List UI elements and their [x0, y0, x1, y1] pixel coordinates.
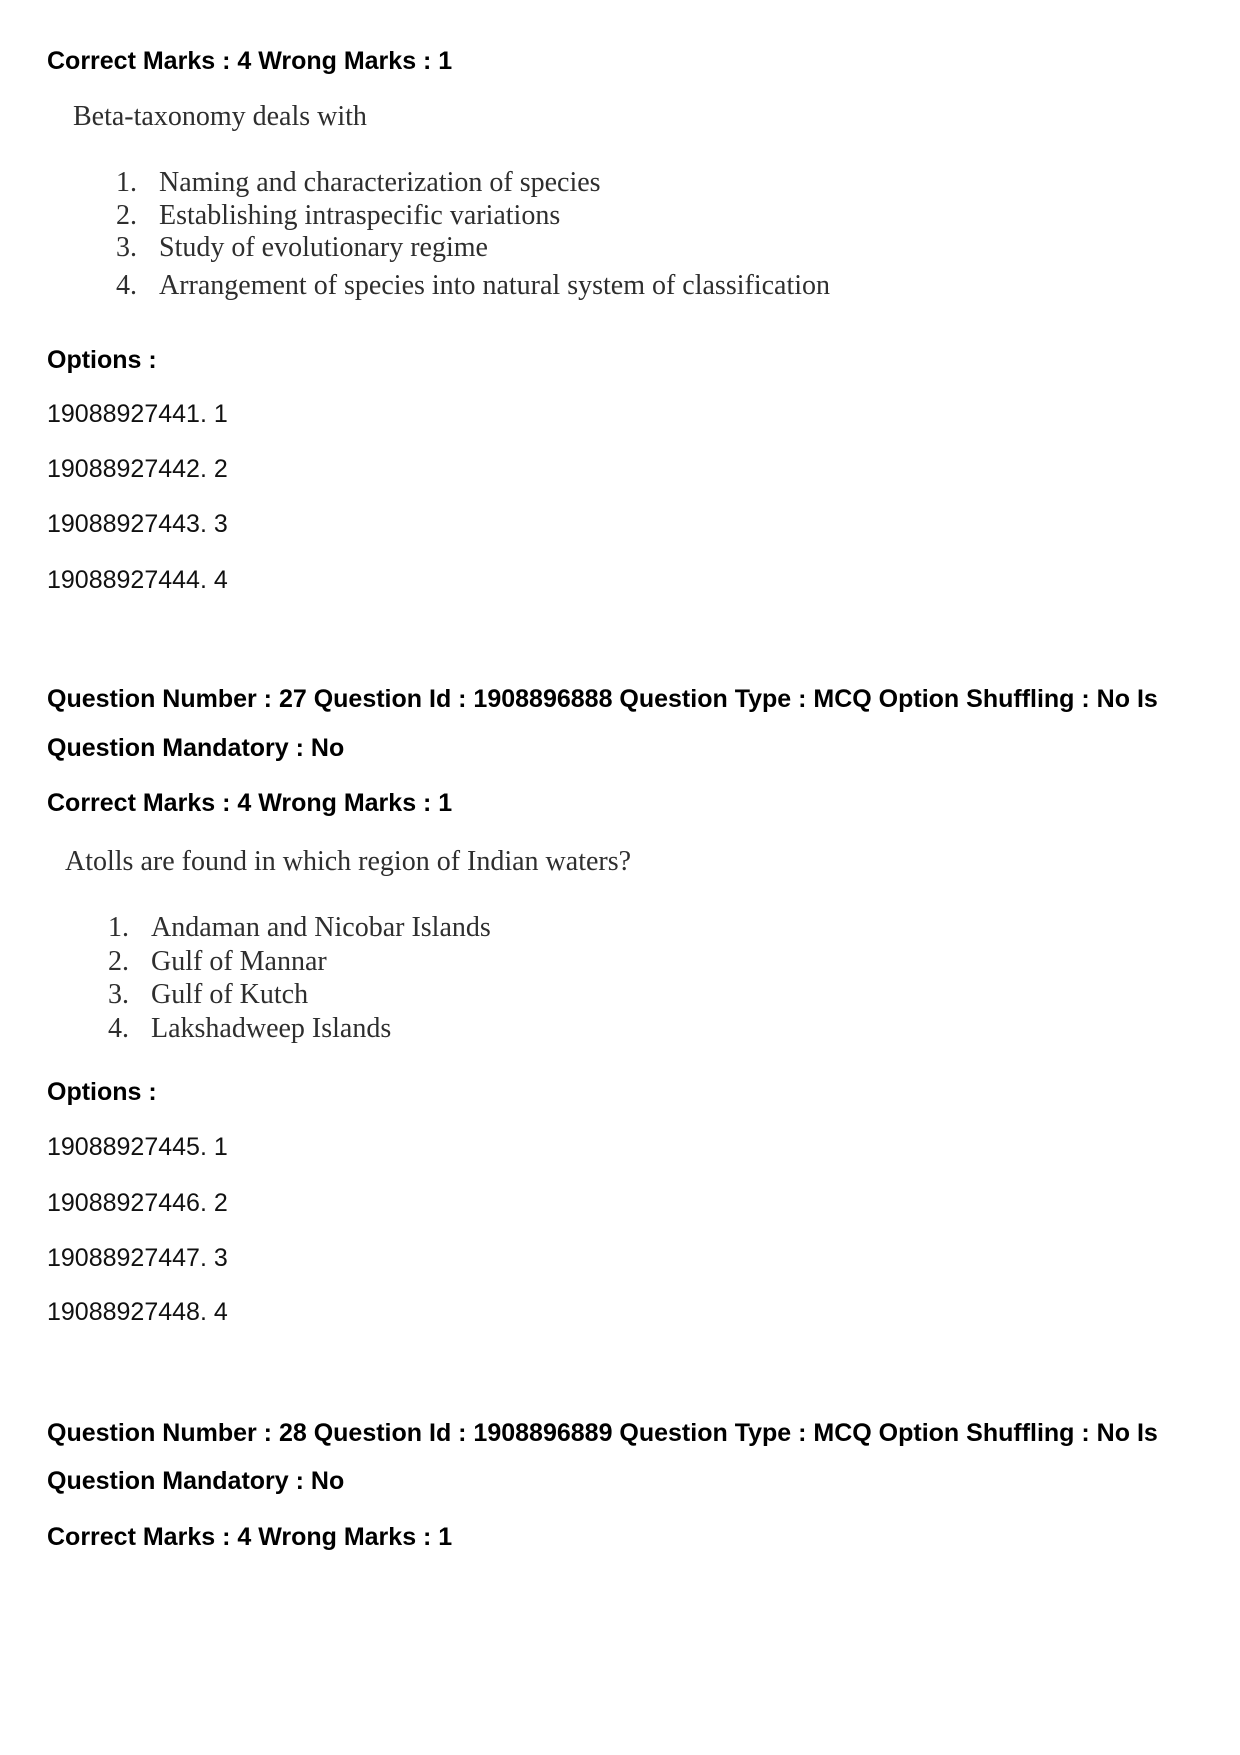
- option-item: 19088927448. 4: [47, 1298, 228, 1326]
- option-item: 19088927445. 1: [47, 1133, 228, 1161]
- option-item: 19088927447. 3: [47, 1244, 228, 1272]
- choice-number: 3.: [116, 232, 137, 263]
- choice-text: Naming and characterization of species: [159, 167, 601, 198]
- option-item: 19088927442. 2: [47, 455, 228, 483]
- marks-line: Correct Marks : 4 Wrong Marks : 1: [47, 47, 453, 75]
- choice-item: [108, 1013, 1008, 1045]
- choice-text: Gulf of Mannar: [151, 946, 327, 977]
- question-header: Question Number : 27 Question Id : 1908896888 Question Type : MCQ Option Shuffling : No Is: [47, 685, 1158, 713]
- choice-text: Gulf of Kutch: [151, 979, 309, 1010]
- question-stem: Atolls are found in which region of Indian waters?: [65, 846, 632, 877]
- choice-number: 1.: [108, 912, 129, 943]
- options-label: Options :: [47, 1078, 157, 1106]
- option-item: 19088927441. 1: [47, 400, 228, 428]
- choice-item: [116, 167, 1016, 199]
- question-mandatory: Question Mandatory : No: [47, 1467, 345, 1495]
- marks-line: Correct Marks : 4 Wrong Marks : 1: [47, 1523, 453, 1551]
- marks-line: Correct Marks : 4 Wrong Marks : 1: [47, 789, 453, 817]
- option-item: 19088927446. 2: [47, 1189, 228, 1217]
- choice-text: Lakshadweep Islands: [151, 1013, 392, 1044]
- choice-text: Andaman and Nicobar Islands: [151, 912, 491, 943]
- question-stem: Beta-taxonomy deals with: [73, 101, 367, 132]
- options-label: Options :: [47, 346, 157, 374]
- choice-number: 2.: [108, 946, 129, 977]
- choice-number: 4.: [108, 1013, 129, 1044]
- choice-number: 2.: [116, 200, 137, 231]
- choice-text: Establishing intraspecific variations: [159, 200, 561, 231]
- choice-number: 4.: [116, 270, 137, 301]
- choice-number: 3.: [108, 979, 129, 1010]
- option-item: 19088927443. 3: [47, 510, 228, 538]
- question-header: Question Number : 28 Question Id : 1908896889 Question Type : MCQ Option Shuffling : No Is: [47, 1419, 1158, 1447]
- choice-item: [108, 912, 1008, 944]
- choice-text: Arrangement of species into natural system of classification: [159, 270, 831, 301]
- question-mandatory: Question Mandatory : No: [47, 734, 345, 762]
- option-item: 19088927444. 4: [47, 566, 228, 594]
- choice-item: [108, 979, 1008, 1011]
- choice-text: Study of evolutionary regime: [159, 232, 488, 263]
- choice-item: [116, 200, 1016, 232]
- choice-item: [108, 946, 1008, 978]
- choice-number: 1.: [116, 167, 137, 198]
- choice-item: [116, 270, 1016, 302]
- choice-item: [116, 232, 1016, 264]
